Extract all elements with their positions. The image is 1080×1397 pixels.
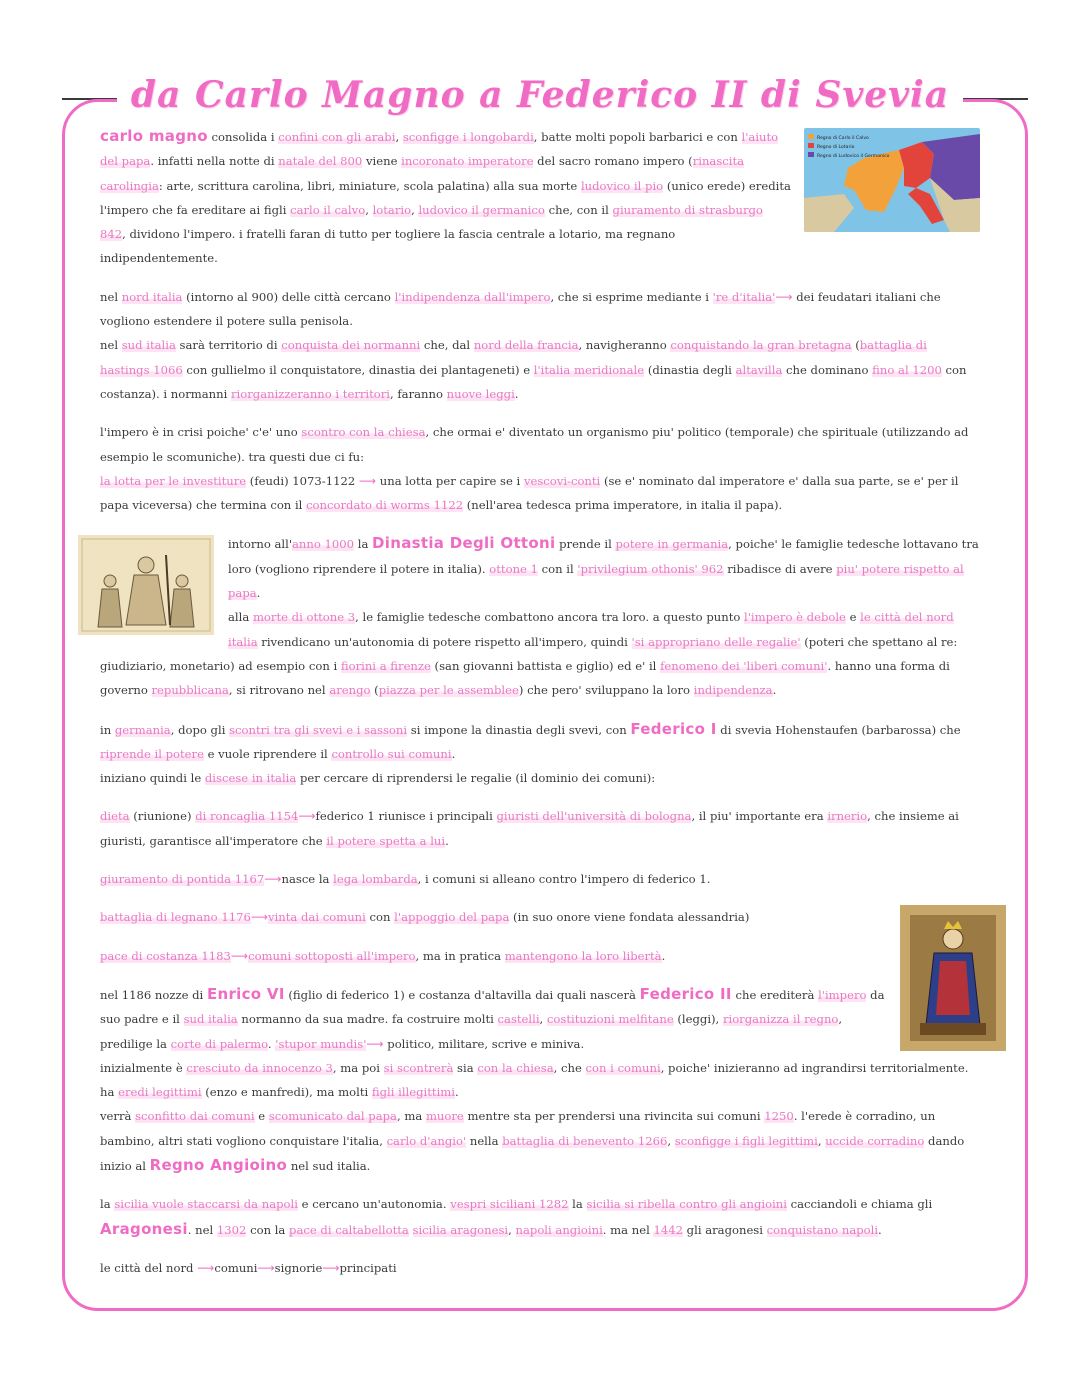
highlight: vinta dai comuni [268,910,366,925]
highlight: conquistando la gran bretagna [670,338,852,353]
highlight: comuni sottoposti all'impero [248,948,416,963]
paragraph-impero-crisi [100,420,980,469]
map-legend-2: Regno di Lotario [817,145,855,150]
text: (intorno al 900) delle città cercano [182,289,395,304]
text: . l'erede è corradino, un bambino, altri stati vogliono conquistare l'italia, [100,1109,936,1148]
text: da suo padre e il [100,987,885,1027]
highlight: 1302 [216,1222,247,1237]
text: , [395,130,403,144]
paragraph-federico-1 [100,717,980,791]
text: alla [228,610,253,625]
highlight: confini con gli arabi [278,130,396,144]
text: politico, militare, scrive e miniva. [383,1036,585,1051]
text: che, con il [544,202,613,217]
text: nasce la [281,872,334,887]
text: (in suo onore viene fondata alessandria) [509,910,750,925]
text: con costanza). i normanni [100,362,967,401]
text: intorno all' [228,537,293,552]
text: federico 1 riunisce i principali [315,809,497,824]
highlight: indipendenza [693,683,773,698]
text: cacciandoli e chiama gli [786,1197,933,1212]
text: , il piu' importante era [691,809,828,824]
arrow-icon: ⟶ [250,910,269,925]
text: , i comuni si alleano contro l'impero di federico 1. [417,872,711,887]
paragraph-ottoni [100,531,980,605]
paragraph-sicilia [100,1192,980,1242]
highlight: l'indipendenza dall'impero [394,289,551,304]
highlight: repubblicana [151,683,229,698]
highlight: riprende il potere [100,746,204,761]
text: . nel [187,1222,217,1237]
highlight: scomunicato dal papa [268,1109,397,1124]
text: nella [466,1133,503,1148]
highlight: battaglia di hastings 1066 [100,338,927,377]
highlight: la lotta per le investiture [100,473,247,488]
keyword-ottoni: Dinastia Degli Ottoni [372,534,556,553]
text: . [878,1222,882,1237]
paragraph-nord-italia [100,285,980,334]
text: ( [370,683,379,698]
text: , navigheranno [578,338,671,353]
highlight: corte di palermo [170,1036,268,1051]
text: una lotta per capire se i [376,473,524,488]
highlight: sicilia vuole staccarsi da napoli [114,1197,298,1212]
text: , dividono l'impero. i fratelli faran di tutto per togliere la fascia centrale a lotario, ma regnano indipendentemente. [100,227,676,266]
text: sarà territorio di [175,338,282,353]
highlight: riorganizzeranno i territori [231,386,391,401]
keyword-enrico-vi: Enrico VI [206,984,285,1003]
keyword-federico-2: Federico II [639,984,732,1003]
highlight: pace di costanza 1183 [100,948,231,963]
text: rivendicano un'autonomia di potere rispetto all'impero, quindi [257,634,632,649]
arrow-icon: ⟶ [298,809,316,824]
text: viene [362,154,402,169]
text: gli aragonesi [683,1222,767,1237]
title-wrap [0,74,1080,116]
arrow-icon: ⟶ [257,1260,275,1275]
highlight: uccide corradino [825,1133,925,1148]
text: , che ormai e' diventato un organismo piu' politico (temporale) che spirituale (utilizzando ad esempio le scomuniche). tra questi due ci fu: [100,425,969,464]
text: (dinastia degli [644,362,736,377]
text: che erediterà [731,987,819,1002]
highlight: sconfigge i figli legittimi [674,1133,818,1148]
highlight: discese in italia [204,771,297,786]
text: , [365,202,373,217]
text: (figlio di federico 1) e costanza d'altavilla dai quali nascerà [284,987,640,1002]
paragraph-normanni [100,333,980,406]
highlight: 're d'italia' [712,289,776,304]
text: verrà [100,1109,136,1124]
text: . [772,683,777,698]
highlight: riorganizza il regno [722,1012,839,1027]
text: e [845,610,861,625]
highlight: sud italia [121,338,176,353]
text: , che insieme ai giuristi, garantisce all'imperatore che [100,809,959,848]
highlight: sicilia si ribella contro gli angioini [586,1197,787,1212]
text: dei feudatari italiani che vogliono estendere il potere sulla penisola. [100,289,941,329]
text: le città del nord [100,1260,198,1275]
federico-ii-miniature-image [900,905,1006,1051]
highlight: eredi legittimi [118,1085,202,1100]
text: . [514,386,519,401]
highlight: dieta [100,809,130,824]
text: la [568,1197,587,1212]
arrow-icon: ⟶ [366,1036,384,1051]
text: , poiche' le famiglie tedesche lottavano tra loro (vogliono riprendere il potere in italia). [228,537,979,576]
text: , predilige la [100,1012,843,1051]
text: in [100,722,115,737]
highlight: cresciuto da innocenzo 3 [186,1060,333,1075]
highlight: napoli angioini [515,1222,603,1237]
text [409,1223,413,1237]
highlight: battaglia di benevento 1266 [502,1133,668,1148]
keyword-federico-1: Federico I [630,719,717,738]
highlight: vespri siciliani 1282 [450,1197,569,1212]
text: comuni [214,1260,258,1275]
highlight: carlo d'angio' [386,1133,467,1148]
text: , ma in pratica [415,948,505,963]
arrow-icon: ⟶ [322,1260,340,1275]
page-title: da Carlo Magno a Federico II di Svevia [117,74,963,116]
text: dando inizio al [100,1133,965,1173]
text: . [454,1085,459,1100]
highlight: 1442 [653,1222,683,1237]
text: che, dal [420,338,474,353]
highlight: germania [114,722,171,737]
highlight: fenomeno dei 'liberi comuni' [660,658,828,673]
paragraph-costanza [100,944,980,968]
keyword-aragonesi: Aragonesi [100,1219,188,1238]
highlight: giuramento di strasburgo 842 [100,202,763,242]
text: (unico erede) eredita l'impero che fa ereditare ai figli [100,178,791,217]
text: si impone la dinastia degli svevi, con [407,722,631,737]
highlight: concordato di worms 1122 [306,498,464,513]
highlight: fino al 1200 [872,362,942,377]
text: con gullielmo il conquistatore, dinastia dei plantageneti) e [182,362,534,377]
text: , batte molti popoli barbarici e con [533,130,742,144]
highlight: 'privilegium othonis' 962 [577,561,724,576]
notes-body [100,124,980,1294]
highlight: giuramento di pontida 1167 [100,872,265,887]
text: . [267,1036,276,1051]
arrow-icon: ⟶ [358,473,377,488]
text: con il [537,561,578,576]
arrow-icon: ⟶ [264,872,282,887]
text: . [445,833,449,848]
highlight: l'impero è debole [744,610,846,625]
highlight: nuove leggi [446,386,515,401]
text: . hanno una forma di governo [100,658,950,698]
paragraph-pontida [100,867,980,891]
highlight: nord della francia [473,338,579,353]
text: normanno da sua madre. fa costruire molti [237,1012,498,1027]
highlight: ottone 1 [489,561,538,576]
text: nel 1186 nozze di [100,987,207,1002]
text: , che si esprime mediante i [550,289,713,304]
highlight: nord italia [121,289,183,304]
text: nel [100,338,122,353]
paragraph-comuni [100,605,980,702]
map-legend-1: Regno di Carlo il Calvo [817,136,869,141]
paragraph-investiture [100,469,980,518]
highlight: di roncaglia 1154 [195,809,299,824]
text: e cercano un'autonomia. [297,1197,451,1212]
text: principati [339,1260,397,1275]
ottoni-miniature-image [78,535,214,635]
highlight: piu' potere rispetto al papa [228,561,964,601]
highlight: piazza per le assemblee [378,683,519,698]
highlight: sicilia aragonesi [412,1222,509,1237]
text: . [661,948,666,963]
highlight: incoronato imperatore [401,154,534,169]
paragraph-citta-nord [100,1256,980,1280]
paragraph-roncaglia [100,804,980,853]
text: ) che pero' sviluppano la loro [518,683,694,698]
text: , [817,1133,826,1148]
highlight: le città del nord italia [228,610,954,649]
text: del sacro romano impero ( [533,154,693,169]
text: , [667,1133,675,1148]
arrow-icon: ⟶ [197,1260,215,1275]
highlight: sconfitto dai comuni [135,1109,255,1124]
highlight: giuristi dell'università di bologna [496,809,692,824]
text: , ma poi [332,1060,384,1075]
paragraph-federico-2 [100,982,980,1178]
highlight: castelli [497,1012,540,1027]
text: (se e' nominato dal imperatore e' dalla sua parte, se e' per il papa viceversa) che termina con il [100,473,959,513]
highlight: muore [425,1109,464,1124]
text: . ma nel [602,1222,654,1237]
highlight: mantengono la loro libertà [504,948,662,963]
highlight: lega lombarda [333,872,418,887]
text: . [256,586,261,601]
highlight: con la chiesa [477,1060,554,1075]
highlight: battaglia di legnano 1176 [100,910,251,925]
arrow-icon: ⟶ [230,948,249,963]
highlight: anno 1000 [292,537,355,552]
text: : arte, scrittura carolina, libri, miniature, scola palatina) alla sua morte [158,178,581,193]
highlight: conquistano napoli [766,1222,879,1237]
text: che dominano [782,362,873,377]
text: ( [851,338,860,353]
highlight: fiorini a firenze [340,658,431,673]
text: (poteri che spettano al re: giudiziario, monetario) ad esempio con i [100,634,958,673]
text: (enzo e manfredi), ma molti [201,1085,372,1100]
highlight: sud italia [183,1012,238,1027]
highlight: ludovico il pio [580,178,664,193]
text: per cercare di riprendersi le regalie (il dominio dei comuni): [296,771,656,786]
highlight: costituzioni melfitane [546,1012,674,1027]
highlight: lotario [372,202,412,217]
text: , [411,202,419,217]
text: l'impero è in crisi poiche' c'e' uno [100,425,302,440]
text: e [254,1109,269,1124]
highlight: scontri tra gli svevi e i sassoni [229,722,408,737]
highlight: figli illegittimi [371,1085,455,1100]
highlight: l'aiuto del papa [100,130,779,169]
highlight: 'si appropriano delle regalie' [631,634,801,649]
text: nel [100,289,122,304]
text: , [508,1222,516,1237]
text: con [365,910,395,925]
highlight: ludovico il germanico [418,202,545,217]
text: la [354,537,373,552]
text: ribadisce di avere [723,561,837,576]
text: , le famiglie tedesche combattono ancora tra loro. a questo punto [355,610,745,625]
highlight: natale del 800 [278,154,363,169]
text: , faranno [390,386,447,401]
map-legend-3: Regno di Ludovico il Germanico [817,154,890,159]
text: (riunione) [129,809,196,824]
highlight: irnerio [827,809,868,824]
text: , [539,1012,547,1027]
text: , dopo gli [170,722,230,737]
text: (nell'area tedesca prima imperatore, in italia il papa). [463,498,783,513]
text: di svevia Hohenstaufen (barbarossa) che [716,722,961,737]
highlight: pace di caltabellotta [289,1222,409,1237]
highlight: sconfigge i longobardi [402,130,534,144]
highlight: vescovi-conti [523,473,601,488]
keyword-carlo-magno: carlo magno [100,127,208,145]
text: inizialmente è [100,1060,187,1075]
text: , si ritrovano nel [228,683,330,698]
paragraph-legnano [100,905,980,929]
text: iniziano quindi le [100,771,205,786]
highlight: l'italia meridionale [533,362,645,377]
text: signorie [274,1260,323,1275]
text: , ma [396,1109,426,1124]
map-image [804,128,980,232]
highlight: controllo sui comuni [331,746,452,761]
text: mentre sta per prendersi una rivincita sui comuni [463,1109,765,1124]
text: . infatti nella notte di [150,154,279,169]
highlight: rinascita carolingia [100,154,745,193]
arrow-icon: ⟶ [775,289,793,304]
text: prende il [555,537,616,552]
highlight: l'impero [818,987,867,1002]
text: nel sud italia. [287,1158,371,1173]
text: sia [453,1060,478,1075]
text: , che [553,1060,586,1075]
text: (feudi) 1073-1122 [246,473,359,488]
highlight: con i comuni [585,1060,661,1075]
text: (san giovanni battista e giglio) ed e' il [430,658,661,673]
highlight: si scontrerà [383,1060,454,1075]
text: . [451,746,456,761]
highlight: l'appoggio del papa [394,910,510,925]
highlight: il potere spetta a lui [326,833,446,848]
text: la [100,1197,115,1212]
keyword-regno-angioino: Regno Angioino [149,1155,288,1174]
highlight: 'stupor mundis' [275,1036,367,1051]
highlight: 1250 [764,1109,794,1124]
text: (leggi), [673,1012,723,1027]
highlight: scontro con la chiesa [301,425,426,440]
text: con la [246,1222,290,1237]
text: consolida i [207,130,279,144]
highlight: carlo il calvo [290,202,366,217]
highlight: altavilla [735,362,783,377]
highlight: arengo [329,683,371,698]
text: e vuole riprendere il [203,746,332,761]
highlight: conquista dei normanni [281,338,421,353]
text: , poiche' inizieranno ad ingrandirsi territorialmente. ha [100,1060,969,1100]
highlight: potere in germania [615,537,729,552]
highlight: morte di ottone 3 [252,610,356,625]
